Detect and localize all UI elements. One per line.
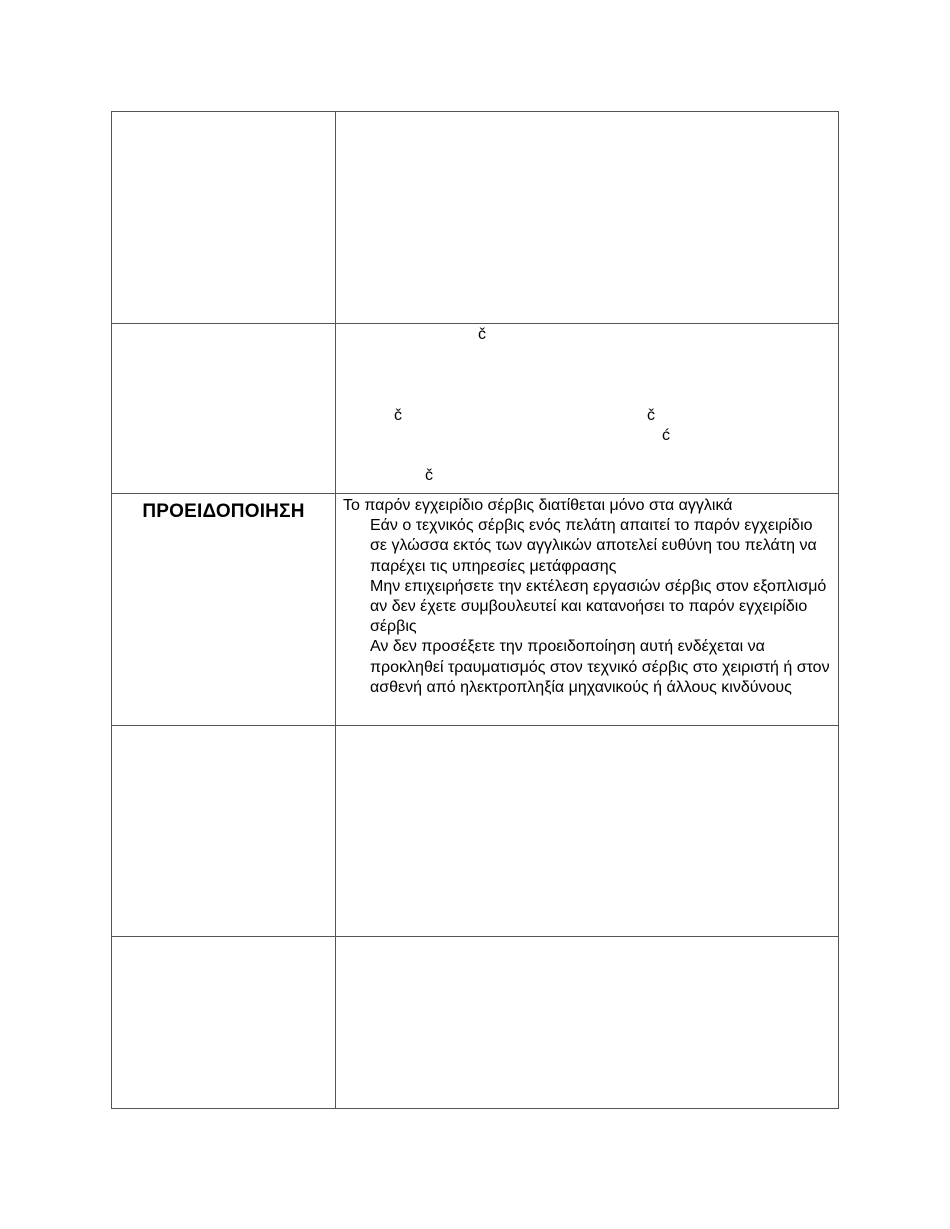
row-divider-2 bbox=[112, 493, 838, 494]
stray-glyph: č bbox=[478, 326, 486, 343]
warning-paragraph: Αν δεν προσέξετε την προειδοποίηση αυτή ενδέχεται να προκληθεί τραυματισμός στον τεχνικό σέρβις στο χειριστή ή στον ασθενή από ηλεκτροπληξία μηχανικούς ή άλλους κινδύνους bbox=[370, 638, 830, 696]
row-divider-3 bbox=[112, 725, 838, 726]
stray-glyph: č bbox=[425, 467, 433, 484]
warning-table bbox=[111, 111, 839, 1109]
warning-intro: Το παρόν εγχειρίδιο σέρβις διατίθεται μόνο στα αγγλικά bbox=[343, 497, 733, 514]
warning-paragraph: Εάν ο τεχνικός σέρβις ενός πελάτη απαιτεί το παρόν εγχειρίδιο σε γλώσσα εκτός των αγγλικών αποτελεί ευθύνη του πελάτη να παρέχει τις υπηρεσίες μετάφρασης bbox=[370, 517, 817, 575]
row-divider-4 bbox=[112, 936, 838, 937]
row-divider-1 bbox=[112, 323, 838, 324]
stray-glyph: č bbox=[394, 407, 402, 424]
column-divider bbox=[335, 112, 336, 1108]
warning-text bbox=[343, 496, 831, 698]
stray-glyph: č bbox=[647, 407, 655, 424]
warning-paragraph: Μην επιχειρήσετε την εκτέλεση εργασιών σέρβις στον εξοπλισμό αν δεν έχετε συμβουλευτεί και κατανοήσει το παρόν εγχειρίδιο σέρβις bbox=[370, 577, 827, 636]
warning-heading: ΠΡΟΕΙΔΟΠΟΙΗΣΗ bbox=[142, 501, 305, 522]
stray-glyph: ć bbox=[662, 427, 670, 444]
